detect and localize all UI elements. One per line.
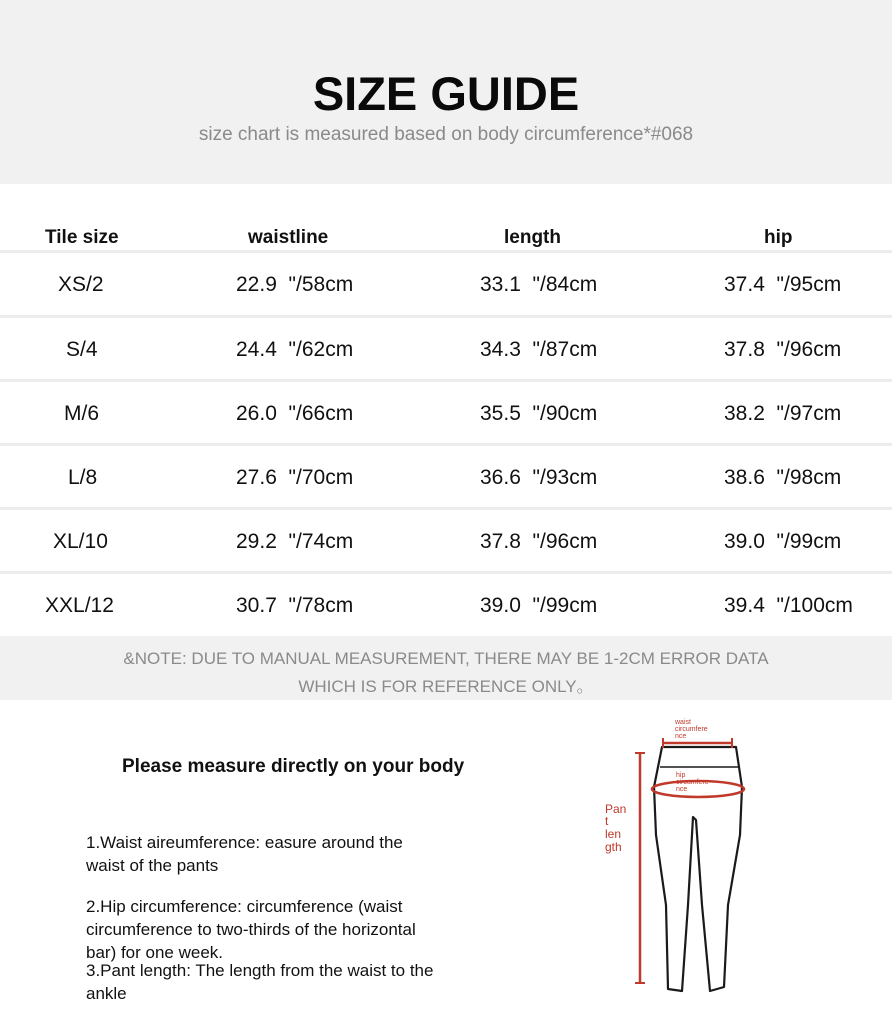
- col-header-length: length: [504, 227, 561, 248]
- note-line-1: &NOTE: DUE TO MANUAL MEASUREMENT, THERE MAY BE 1-2CM ERROR DATA: [123, 649, 769, 668]
- length-cell: 39.0 "/99cm: [480, 594, 598, 617]
- hip-cell: 39.4 "/100cm: [724, 594, 853, 617]
- instruction-waist: 1.Waist aireumference: easure around the waist of the pants: [86, 833, 403, 875]
- length-cell: 34.3 "/87cm: [480, 338, 598, 361]
- waist-cell: 27.6 "/70cm: [236, 466, 354, 489]
- waist-cell: 29.2 "/74cm: [236, 530, 354, 553]
- table-row: [0, 446, 892, 508]
- length-label: Pan t len gth: [605, 802, 627, 854]
- size-cell: XXL/12: [45, 594, 114, 617]
- length-cell: 36.6 "/93cm: [480, 466, 598, 489]
- size-cell: L/8: [68, 466, 98, 489]
- waist-cell: 30.7 "/78cm: [236, 594, 354, 617]
- table-row: [0, 382, 892, 444]
- size-cell: S/4: [66, 338, 98, 361]
- length-cell: 35.5 "/90cm: [480, 402, 598, 425]
- note-line-2: WHICH IS FOR REFERENCE ONLY。: [298, 677, 594, 696]
- hip-label: hip circumfere nce: [676, 772, 709, 793]
- leggings-measurement-figure: [590, 705, 750, 1005]
- page-title: SIZE GUIDE: [312, 67, 580, 120]
- instruction-hip: 2.Hip circumference: circumference (waist circumference to two-thirds of the horizontal bar) for one week.: [86, 897, 416, 962]
- header-banner: [0, 0, 892, 184]
- table-row: [0, 318, 892, 380]
- size-cell: XS/2: [58, 273, 104, 296]
- hip-cell: 39.0 "/99cm: [724, 530, 842, 553]
- col-header-waist: waistline: [248, 227, 329, 248]
- waist-label: waist circumfere nce: [675, 719, 708, 740]
- table-row: [0, 510, 892, 572]
- size-cell: M/6: [64, 402, 100, 425]
- length-cell: 37.8 "/96cm: [480, 530, 598, 553]
- instruction-length: 3.Pant length: The length from the waist to the ankle: [86, 961, 434, 1003]
- page-subtitle: size chart is measured based on body circumference*#068: [198, 124, 694, 145]
- hip-cell: 38.6 "/98cm: [724, 466, 842, 489]
- length-cell: 33.1 "/84cm: [480, 273, 598, 296]
- col-header-size: Tile size: [45, 227, 119, 248]
- waist-cell: 22.9 "/58cm: [236, 273, 354, 296]
- col-header-hip: hip: [764, 227, 793, 248]
- hip-cell: 37.4 "/95cm: [724, 273, 842, 296]
- hip-cell: 38.2 "/97cm: [724, 402, 842, 425]
- measure-heading: Please measure directly on your body: [122, 756, 465, 777]
- size-cell: XL/10: [53, 530, 108, 553]
- waist-cell: 24.4 "/62cm: [236, 338, 354, 361]
- hip-cell: 37.8 "/96cm: [724, 338, 842, 361]
- table-row: [0, 253, 892, 315]
- note-banner: [0, 636, 892, 700]
- waist-cell: 26.0 "/66cm: [236, 402, 354, 425]
- table-row: [0, 574, 892, 636]
